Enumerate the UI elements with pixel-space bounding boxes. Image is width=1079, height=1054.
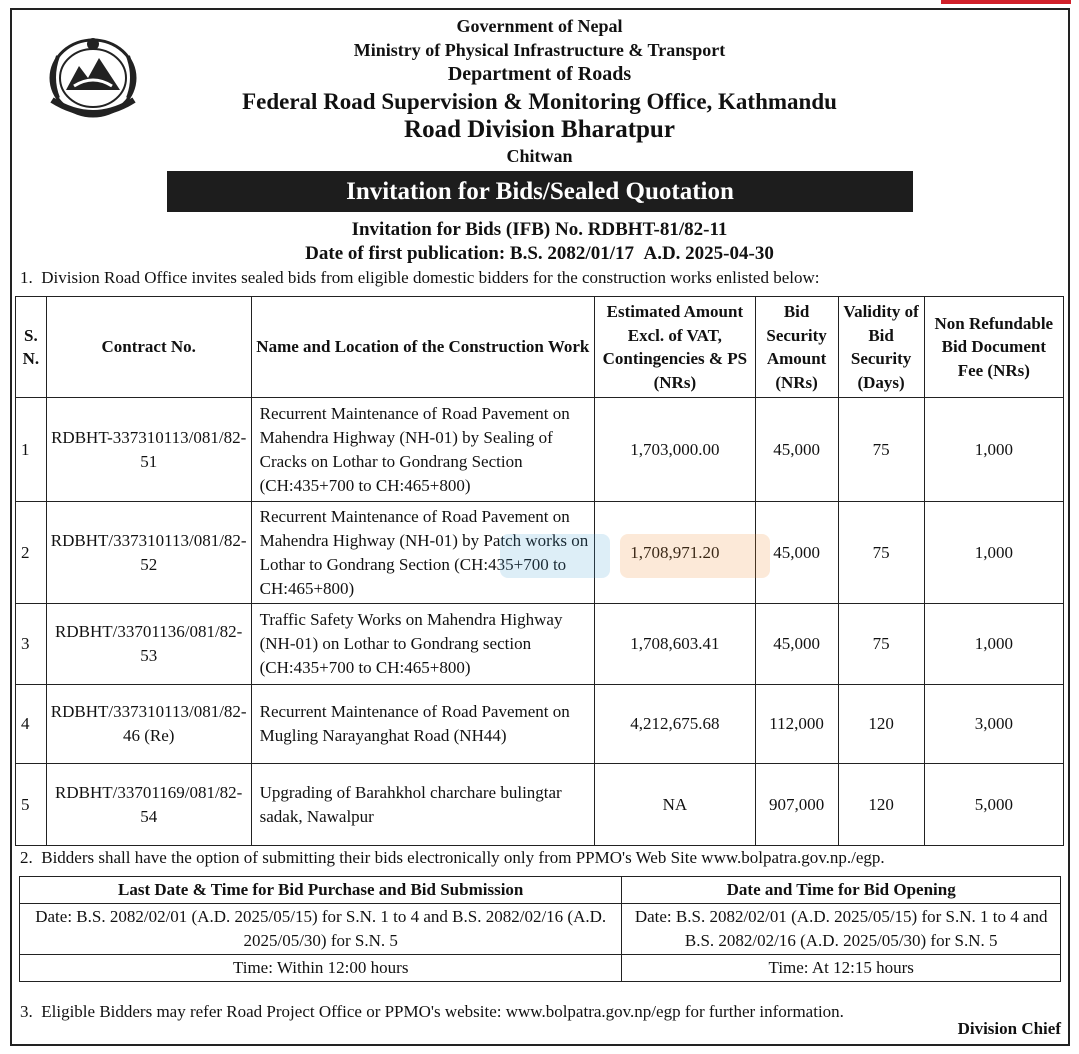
cell-sn: 4 [16,685,47,764]
signature-division-chief: Division Chief [957,1019,1061,1038]
table-row [16,502,1064,604]
col-header-sn: S. N. [16,297,47,398]
cell-validity: 120 [838,764,924,846]
cell-contract: RDBHT/33701136/081/82-53 [46,604,251,685]
cell-name: Upgrading of Barahkhol charchare bulingtar sadak, Nawalpur [251,764,594,846]
cell-estimate: 4,212,675.68 [595,685,756,764]
cell-estimate: 1,703,000.00 [595,398,756,502]
table-row [16,685,1064,764]
opening-date: Date: B.S. 2082/02/01 (A.D. 2025/05/15) for S.N. 1 to 4 and B.S. 2082/02/16 (A.D. 2025/05/30) for S.N. 5 [622,904,1061,955]
col-header-name: Name and Location of the Construction Work [251,297,594,398]
cell-validity: 75 [838,502,924,604]
opening-time: Time: At 12:15 hours [622,955,1061,982]
works-table [15,296,1064,846]
table-header-row [16,297,1064,398]
cell-bid-security: 45,000 [755,398,838,502]
schedule-header-row [20,877,1061,904]
cell-sn: 5 [16,764,47,846]
corner-accent-mark [941,0,1071,4]
cell-validity: 75 [838,398,924,502]
schedule-table [19,876,1061,982]
cell-name: Traffic Safety Works on Mahendra Highway (NH-01) on Lothar to Gondrang section (CH:435+700 to CH:465+800) [251,604,594,685]
cell-sn: 3 [16,604,47,685]
header-district: Chitwan [506,146,573,166]
table-row [16,398,1064,502]
cell-bid-security: 112,000 [755,685,838,764]
header-ministry: Ministry of Physical Infrastructure & Transport [353,40,726,60]
ifb-number: Invitation for Bids (IFB) No. RDBHT-81/82-11 [351,219,728,240]
header-division: Road Division Bharatpur [404,116,675,143]
cell-bid-security: 45,000 [755,604,838,685]
cell-fee: 3,000 [924,685,1063,764]
header-department: Department of Roads [447,63,632,85]
schedule-date-row [20,904,1061,955]
cell-sn: 1 [16,398,47,502]
paragraph-1: 1. Division Road Office invites sealed bids from eligible domestic bidders for the construction works enlisted below: [20,268,820,287]
publication-date: Date of first publication: B.S. 2082/01/17 A.D. 2025-04-30 [305,243,774,264]
cell-contract: RDBHT-337310113/081/82-51 [46,398,251,502]
cell-contract: RDBHT/337310113/081/82-46 (Re) [46,685,251,764]
paragraph-2: 2. Bidders shall have the option of submitting their bids electronically only from PPMO's Web Site www.bolpatra.gov.np./egp. [20,848,885,867]
schedule-header-opening: Date and Time for Bid Opening [622,877,1061,904]
cell-fee: 1,000 [924,398,1063,502]
header-government: Government of Nepal [456,16,623,36]
col-header-validity: Validity of Bid Security (Days) [838,297,924,398]
cell-name: Recurrent Maintenance of Road Pavement on Mugling Narayanghat Road (NH44) [251,685,594,764]
cell-validity: 75 [838,604,924,685]
cell-estimate: NA [595,764,756,846]
title-banner: Invitation for Bids/Sealed Quotation [167,171,913,212]
cell-contract: RDBHT/337310113/081/82-52 [46,502,251,604]
cell-estimate: 1,708,971.20 [595,502,756,604]
cell-validity: 120 [838,685,924,764]
cell-sn: 2 [16,502,47,604]
cell-name: Recurrent Maintenance of Road Pavement on Mahendra Highway (NH-01) by Sealing of Cracks on Lothar to Gondrang Section (CH:435+700 to CH:465+800) [251,398,594,502]
submission-time: Time: Within 12:00 hours [20,955,622,982]
cell-estimate: 1,708,603.41 [595,604,756,685]
cell-fee: 1,000 [924,502,1063,604]
table-row [16,604,1064,685]
col-header-bid-security: Bid Security Amount (NRs) [755,297,838,398]
schedule-time-row [20,955,1061,982]
table-row [16,764,1064,846]
submission-date: Date: B.S. 2082/02/01 (A.D. 2025/05/15) for S.N. 1 to 4 and B.S. 2082/02/16 (A.D. 2025/05/30) for S.N. 5 [20,904,622,955]
col-header-contract: Contract No. [46,297,251,398]
header-office: Federal Road Supervision & Monitoring Office, Kathmandu [242,89,837,114]
paragraph-3: 3. Eligible Bidders may refer Road Project Office or PPMO's website: www.bolpatra.gov.np/egp for further information. [20,1002,844,1021]
cell-contract: RDBHT/33701169/081/82-54 [46,764,251,846]
cell-name: Recurrent Maintenance of Road Pavement on Mahendra Highway (NH-01) by Patch works on Lothar to Gondrang Section (CH:435+700 to CH:465+800) [251,502,594,604]
cell-fee: 1,000 [924,604,1063,685]
cell-bid-security: 45,000 [755,502,838,604]
cell-bid-security: 907,000 [755,764,838,846]
col-header-estimate: Estimated Amount Excl. of VAT, Contingencies & PS (NRs) [595,297,756,398]
cell-fee: 5,000 [924,764,1063,846]
schedule-header-submission: Last Date & Time for Bid Purchase and Bid Submission [20,877,622,904]
col-header-fee: Non Refundable Bid Document Fee (NRs) [924,297,1063,398]
